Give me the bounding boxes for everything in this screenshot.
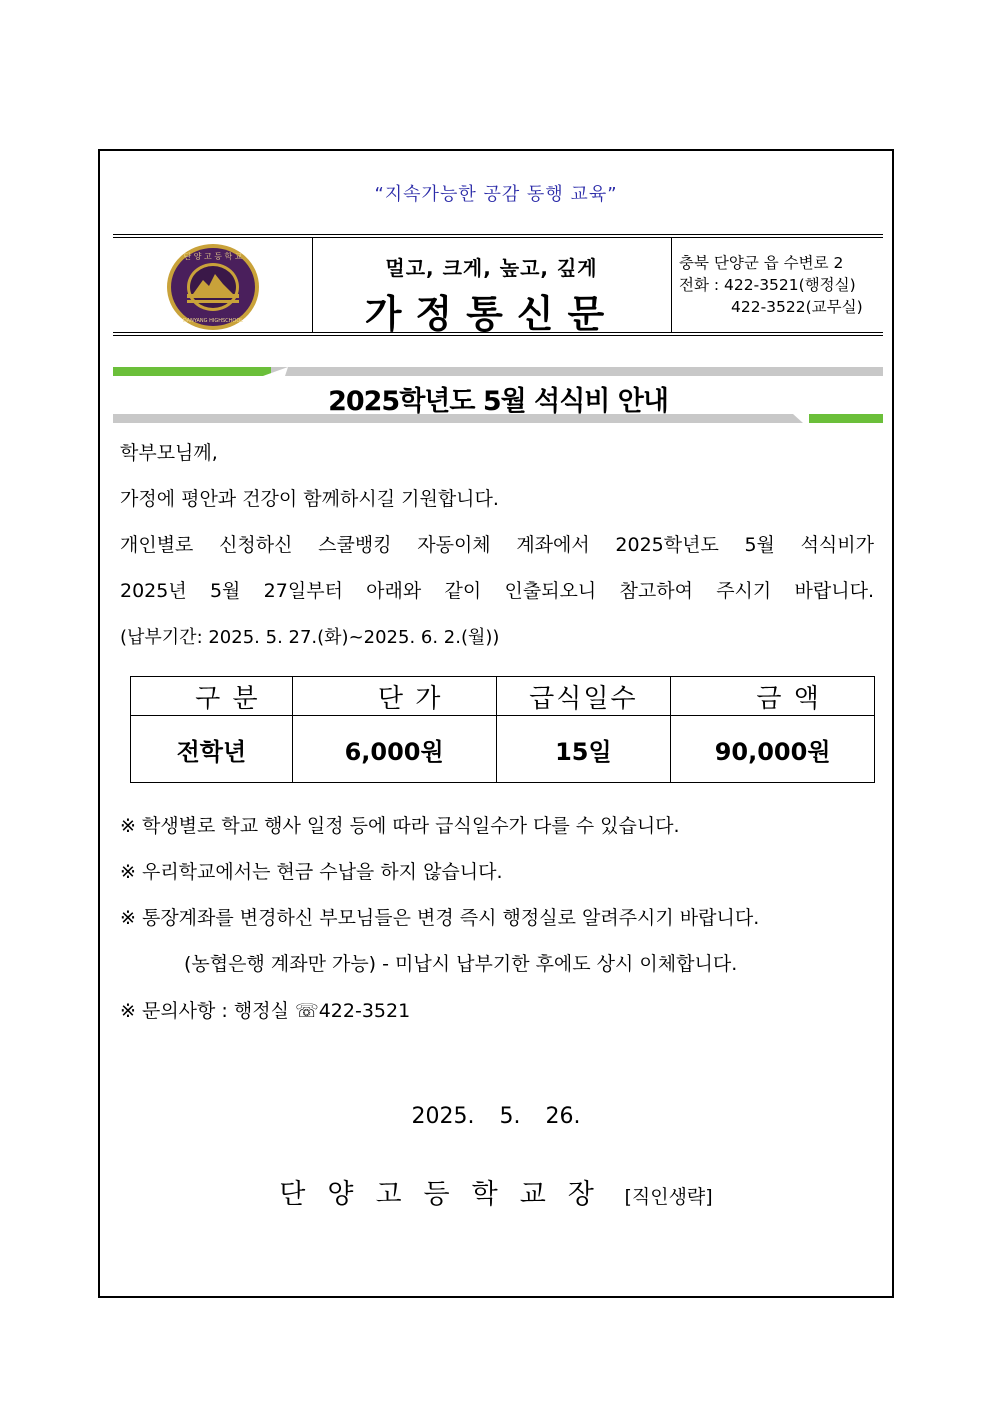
cell-unit-price: 6,000원 xyxy=(292,716,496,783)
principal-name: 단양고등학교장 xyxy=(279,1179,616,1210)
notice-title: 2025학년도 5월 석식비 안내 xyxy=(328,386,668,417)
fee-table xyxy=(130,676,875,783)
phone-teacher: 422-3522(교무실) xyxy=(731,298,863,316)
school-slogan: 멀고, 크게, 높고, 깊게 xyxy=(385,256,598,280)
seal-note: [직인생략] xyxy=(624,1186,713,1208)
school-address: 충북 단양군 읍 수변로 2 xyxy=(679,254,844,272)
body-line-2: 개인별로 신청하신 스쿨뱅킹 자동이체 계좌에서 2025학년도 5월 석식비가 xyxy=(120,534,874,556)
logo-text-bottom: DANYANG HIGHSCHOOL xyxy=(182,318,244,324)
contact-cell xyxy=(671,238,883,332)
cell-amount: 90,000원 xyxy=(671,716,875,783)
issue-date: 2025. 5. 26. xyxy=(411,1104,581,1129)
newsletter-header xyxy=(113,234,883,336)
note-item: ※ 학생별로 학교 행사 일정 등에 따라 급식일수가 다를 수 있습니다. xyxy=(120,815,680,837)
school-motto: “지속가능한 공감 동행 교육” xyxy=(374,184,618,205)
header-amount: 금 액 xyxy=(671,677,875,716)
cell-meal-days: 15일 xyxy=(496,716,671,783)
cell-grade: 전학년 xyxy=(131,716,293,783)
body-line-1: 가정에 평안과 건강이 함께하시길 기원합니다. xyxy=(120,488,499,510)
logo-cell xyxy=(113,238,313,332)
header-category: 구 분 xyxy=(131,677,293,716)
principal-signature xyxy=(0,1172,992,1211)
body-line-3: 2025년 5월 27일부터 아래와 같이 인출되오니 참고하여 주시기 바랍니다. xyxy=(120,580,874,602)
table-row xyxy=(131,716,875,783)
greeting: 학부모님께, xyxy=(120,442,218,464)
notice-title-band xyxy=(113,364,883,426)
phone-admin: 전화 : 422-3521(행정실) xyxy=(679,276,856,294)
header-meal-days: 급식일수 xyxy=(496,677,671,716)
note-item: ※ 문의사항 : 행정실 ☏422-3521 xyxy=(120,1000,411,1022)
payment-period: (납부기간: 2025. 5. 27.(화)~2025. 6. 2.(월)) xyxy=(120,627,500,648)
note-item: ※ 우리학교에서는 현금 수납을 하지 않습니다. xyxy=(120,861,503,883)
logo-text-top: 단 양 고 등 학 교 xyxy=(183,252,243,261)
school-logo-emblem xyxy=(165,242,261,332)
fee-table-header xyxy=(131,677,875,716)
title-cell xyxy=(312,238,672,336)
paper-title: 가정통신문 xyxy=(364,292,619,336)
header-unit-price: 단 가 xyxy=(292,677,496,716)
note-item: ※ 통장계좌를 변경하신 부모님들은 변경 즉시 행정실로 알려주시기 바랍니다. xyxy=(120,907,760,929)
note-item: (농협은행 계좌만 가능) - 미납시 납부기한 후에도 상시 이체합니다. xyxy=(184,953,738,975)
